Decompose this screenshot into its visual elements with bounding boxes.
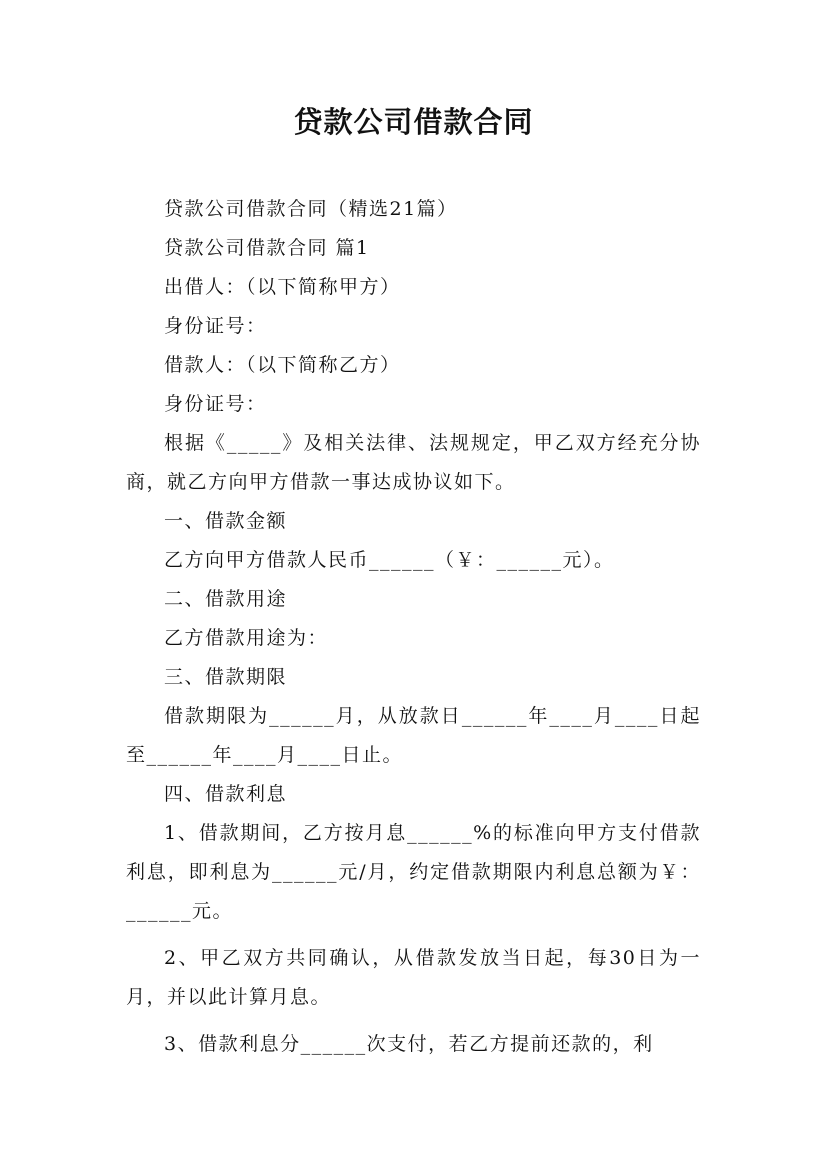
paragraph: 根据《_____》及相关法律、法规规定，甲乙双方经充分协商，就乙方向甲方借款一事达成协议如下。 (126, 432, 701, 493)
paragraph: 借款期限为______月，从放款日______年____月____日起至______年____月____日止。 (126, 705, 701, 766)
paragraph: 三、借款期限 (164, 666, 288, 688)
paragraph: 一、借款金额 (164, 510, 288, 532)
paragraph: 身份证号： (164, 393, 267, 415)
paragraph: 3、借款利息分______次支付，若乙方提前还款的，利 (164, 1033, 654, 1055)
paragraph: 贷款公司借款合同（精选21篇） (164, 198, 458, 220)
paragraph: 身份证号： (164, 315, 267, 337)
paragraph: 借款人：（以下简称乙方） (164, 354, 401, 376)
paragraph: 乙方向甲方借款人民币______（￥：______元）。 (164, 549, 615, 571)
paragraph: 2、甲乙双方共同确认，从借款发放当日起，每30日为一月，并以此计算月息。 (126, 947, 701, 1008)
paragraph: 出借人：（以下简称甲方） (164, 276, 401, 298)
paragraph: 1、借款期间，乙方按月息______%的标准向甲方支付借款利息，即利息为______元/月，约定借款期限内利息总额为￥：______元。 (126, 822, 701, 922)
paragraph: 四、借款利息 (164, 783, 288, 805)
document-body (126, 190, 701, 1064)
paragraph: 二、借款用途 (164, 588, 288, 610)
paragraph: 乙方借款用途为： (164, 627, 329, 649)
document-title: 贷款公司借款合同 (293, 105, 534, 139)
paragraph: 贷款公司借款合同 篇1 (164, 237, 370, 259)
